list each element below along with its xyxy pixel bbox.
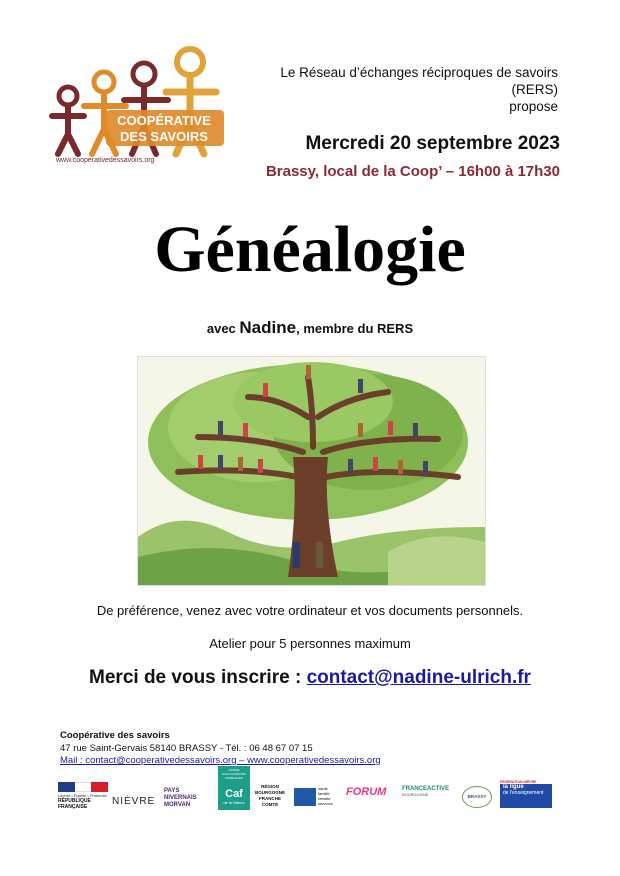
republique-francaise-logo: Liberté • Égalité • Fraternité RÉPUBLIQUE FRANÇAISE: [58, 782, 108, 810]
cooperative-logo: [44, 44, 234, 179]
tree-icon: [138, 357, 485, 585]
msa-text: santé famille retraite services: [318, 786, 333, 806]
host-name: Nadine: [239, 318, 297, 337]
intro-text: [228, 64, 558, 115]
people-figures-icon: [44, 44, 234, 159]
preference-note: De préférence, venez avec votre ordinateur et vos documents personnels.: [96, 603, 524, 618]
radio-forum-logo: FORUM: [346, 786, 387, 798]
host-line: [0, 318, 620, 338]
logo-line2: DES SAVOIRS: [120, 129, 208, 144]
host-suffix: , membre du RERS: [296, 321, 414, 336]
capacity-note: Atelier pour 5 personnes maximum: [209, 636, 411, 651]
region-bfc-logo: RÉGION BOURGOGNE FRANCHE COMTÉ: [254, 784, 285, 807]
footer: [60, 730, 381, 768]
host-prefix: avec: [206, 321, 240, 336]
ligue-enseignement-logo: FÉDÉRATION NIÈVRE la ligue de l'enseignement: [500, 780, 552, 808]
family-tree-illustration: [137, 356, 486, 586]
caf-logo: CAISSE D'ALLOCATIONS FAMILIALES Caf de la Nièvre: [218, 766, 250, 810]
logo-url: www.cooperativedessavoirs.org: [56, 157, 155, 164]
signup-label: Merci de vous inscrire :: [89, 667, 307, 688]
partner-logos: [58, 766, 558, 812]
logo-line1: COOPÉRATIVE: [117, 113, 211, 128]
event-date: Mercredi 20 septembre 2023: [305, 133, 560, 154]
intro-line2: (RERS): [511, 82, 558, 97]
footer-contact-link[interactable]: Mail : contact@cooperativedessavoirs.org – www.cooperativedessavoirs.org: [60, 755, 381, 766]
france-active-logo: FRANCEACTIVE BOURGOGNE: [402, 786, 450, 797]
pays-nivernais-logo: PAYS NIVERNAIS MORVAN: [164, 788, 197, 808]
page-title: Généalogie: [154, 213, 466, 286]
intro-line1: Le Réseau d’échanges réciproques de savoirs: [280, 65, 558, 80]
footer-address: 47 rue Saint-Gervais 58140 BRASSY - Tél. : 06 48 67 07 15: [60, 742, 313, 754]
msa-logo: [294, 788, 316, 806]
signup-email-link[interactable]: contact@nadine-ulrich.fr: [306, 667, 531, 688]
signup-line: [0, 667, 620, 689]
intro-line3: propose: [509, 99, 558, 114]
footer-org: Coopérative des savoirs: [60, 730, 170, 741]
brassy-logo: BRASSY: [462, 786, 492, 808]
event-place: Brassy, local de la Coop’ – 16h00 à 17h30: [265, 163, 560, 180]
nievre-logo: NIÈVRE: [112, 796, 156, 807]
